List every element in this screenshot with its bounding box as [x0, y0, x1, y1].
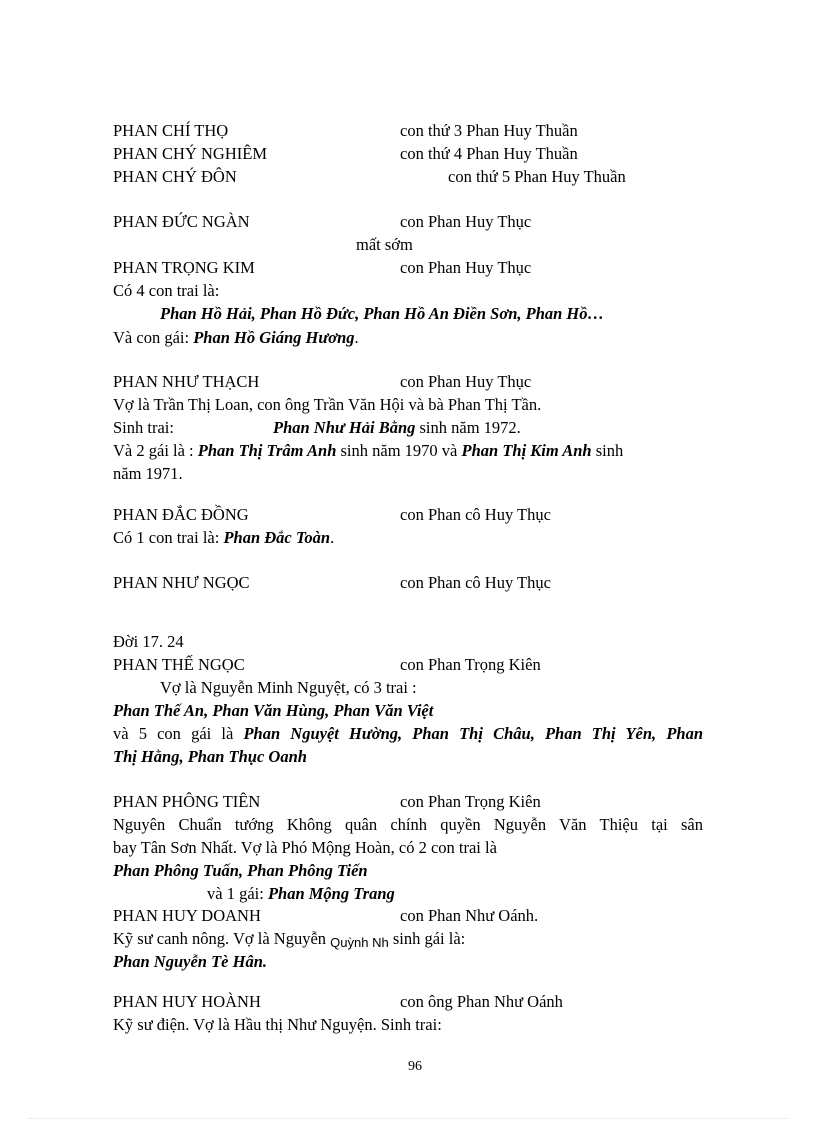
text-span: Có 1 con trai là: [113, 528, 224, 547]
text-span: và 5 con gái là [113, 724, 244, 743]
page-number: 96 [408, 1059, 422, 1074]
entry-relation: con Phan Trọng Kiên [400, 792, 541, 811]
text-span: Và 2 gái là : [113, 441, 198, 460]
text-span: sinh gái là: [388, 929, 466, 948]
entry-text: năm 1971. [113, 464, 183, 483]
entry-text: Vợ là Trần Thị Loan, con ông Trần Văn Hội và bà Phan Thị Tần. [113, 395, 542, 414]
entry-name: PHAN ĐẮC ĐỒNG [113, 505, 249, 524]
entry-children: Phan Nguyễn Tè Hân. [113, 952, 268, 971]
text-span: sinh [591, 441, 624, 460]
entry-children: Phan Thế An, Phan Văn Hùng, Phan Văn Việt [113, 701, 434, 720]
entry-relation: con Phan Huy Thục [400, 212, 532, 231]
text-span: Kỹ sư canh nông. Vợ là Nguyễn [113, 929, 331, 948]
entry-text [207, 884, 395, 904]
child-name: Phan Nguyệt Hường, Phan Thị Châu, Phan Thị Yên, Phan [243, 724, 704, 743]
page-bottom-rule [28, 1118, 788, 1119]
entry-text: Vợ là Nguyễn Minh Nguyệt, có 3 trai : [160, 678, 417, 697]
entry-name: PHAN CHÝ ĐÔN [113, 167, 237, 186]
text-span: . [354, 328, 359, 347]
entry-relation: con Phan cô Huy Thục [400, 573, 551, 592]
entry-text [113, 441, 623, 461]
entry-relation: con Phan Như Oánh. [400, 906, 539, 925]
entry-text: Có 4 con trai là: [113, 281, 220, 300]
entry-name: PHAN ĐỨC NGÀN [113, 212, 250, 231]
entry-name: PHAN NHƯ NGỌC [113, 573, 250, 592]
entry-text: Nguyên Chuẩn tướng Không quân chính quyền Nguyễn Văn Thiệu tại sân [113, 815, 703, 834]
entry-text [113, 724, 703, 744]
generation-heading: Đời 17. 24 [113, 632, 184, 651]
entry-children: Phan Phông Tuấn, Phan Phông Tiến [113, 861, 368, 880]
entry-children: Thị Hằng, Phan Thục Oanh [113, 747, 307, 766]
entry-text [273, 418, 521, 438]
entry-name: PHAN HUY HOÀNH [113, 992, 261, 1011]
text-span: sinh năm 1970 và [336, 441, 462, 460]
text-span: Quỳnh Nh [330, 935, 389, 950]
entry-relation: con Phan Huy Thục [400, 372, 532, 391]
entry-relation: con Phan Huy Thục [400, 258, 532, 277]
entry-children: Phan Hồ Hải, Phan Hồ Đức, Phan Hồ An Điền Sơn, Phan Hồ… [160, 304, 605, 323]
child-name: Phan Thị Trâm Anh [197, 441, 337, 460]
text-span: sinh năm 1972. [415, 418, 521, 437]
entry-relation: con ông Phan Như Oánh [400, 992, 563, 1011]
child-name: Phan Đắc Toàn [223, 528, 331, 547]
entry-text [113, 929, 465, 950]
entry-text: Kỹ sư điện. Vợ là Hầu thị Như Nguyện. Sinh trai: [113, 1015, 442, 1034]
child-name: Phan Thị Kim Anh [461, 441, 592, 460]
entry-name: PHAN THẾ NGỌC [113, 655, 245, 674]
entry-name: PHAN CHÝ NGHIÊM [113, 144, 268, 163]
entry-relation: con thứ 5 Phan Huy Thuần [448, 167, 626, 186]
entry-relation: con Phan cô Huy Thục [400, 505, 551, 524]
entry-name: PHAN PHÔNG TIÊN [113, 792, 261, 811]
text-span: Và con gái: [113, 328, 194, 347]
entry-note: mất sớm [356, 235, 413, 254]
child-name: Phan Mộng Trang [267, 884, 395, 903]
child-name: Phan Như Hải Bằng [273, 418, 416, 437]
entry-relation: con Phan Trọng Kiên [400, 655, 541, 674]
entry-name: PHAN NHƯ THẠCH [113, 372, 260, 391]
child-name: Phan Hồ Giáng Hương [193, 328, 355, 347]
entry-text [113, 528, 334, 548]
entry-relation: con thứ 3 Phan Huy Thuần [400, 121, 578, 140]
entry-text: Sinh trai: [113, 418, 174, 437]
entry-text [113, 328, 359, 348]
text-span: và 1 gái: [207, 884, 268, 903]
entry-name: PHAN CHÍ THỌ [113, 121, 229, 140]
entry-name: PHAN TRỌNG KIM [113, 258, 255, 277]
entry-relation: con thứ 4 Phan Huy Thuần [400, 144, 578, 163]
text-span: . [330, 528, 335, 547]
entry-text: bay Tân Sơn Nhất. Vợ là Phó Mộng Hoàn, có 2 con trai là [113, 838, 497, 857]
entry-name: PHAN HUY DOANH [113, 906, 261, 925]
